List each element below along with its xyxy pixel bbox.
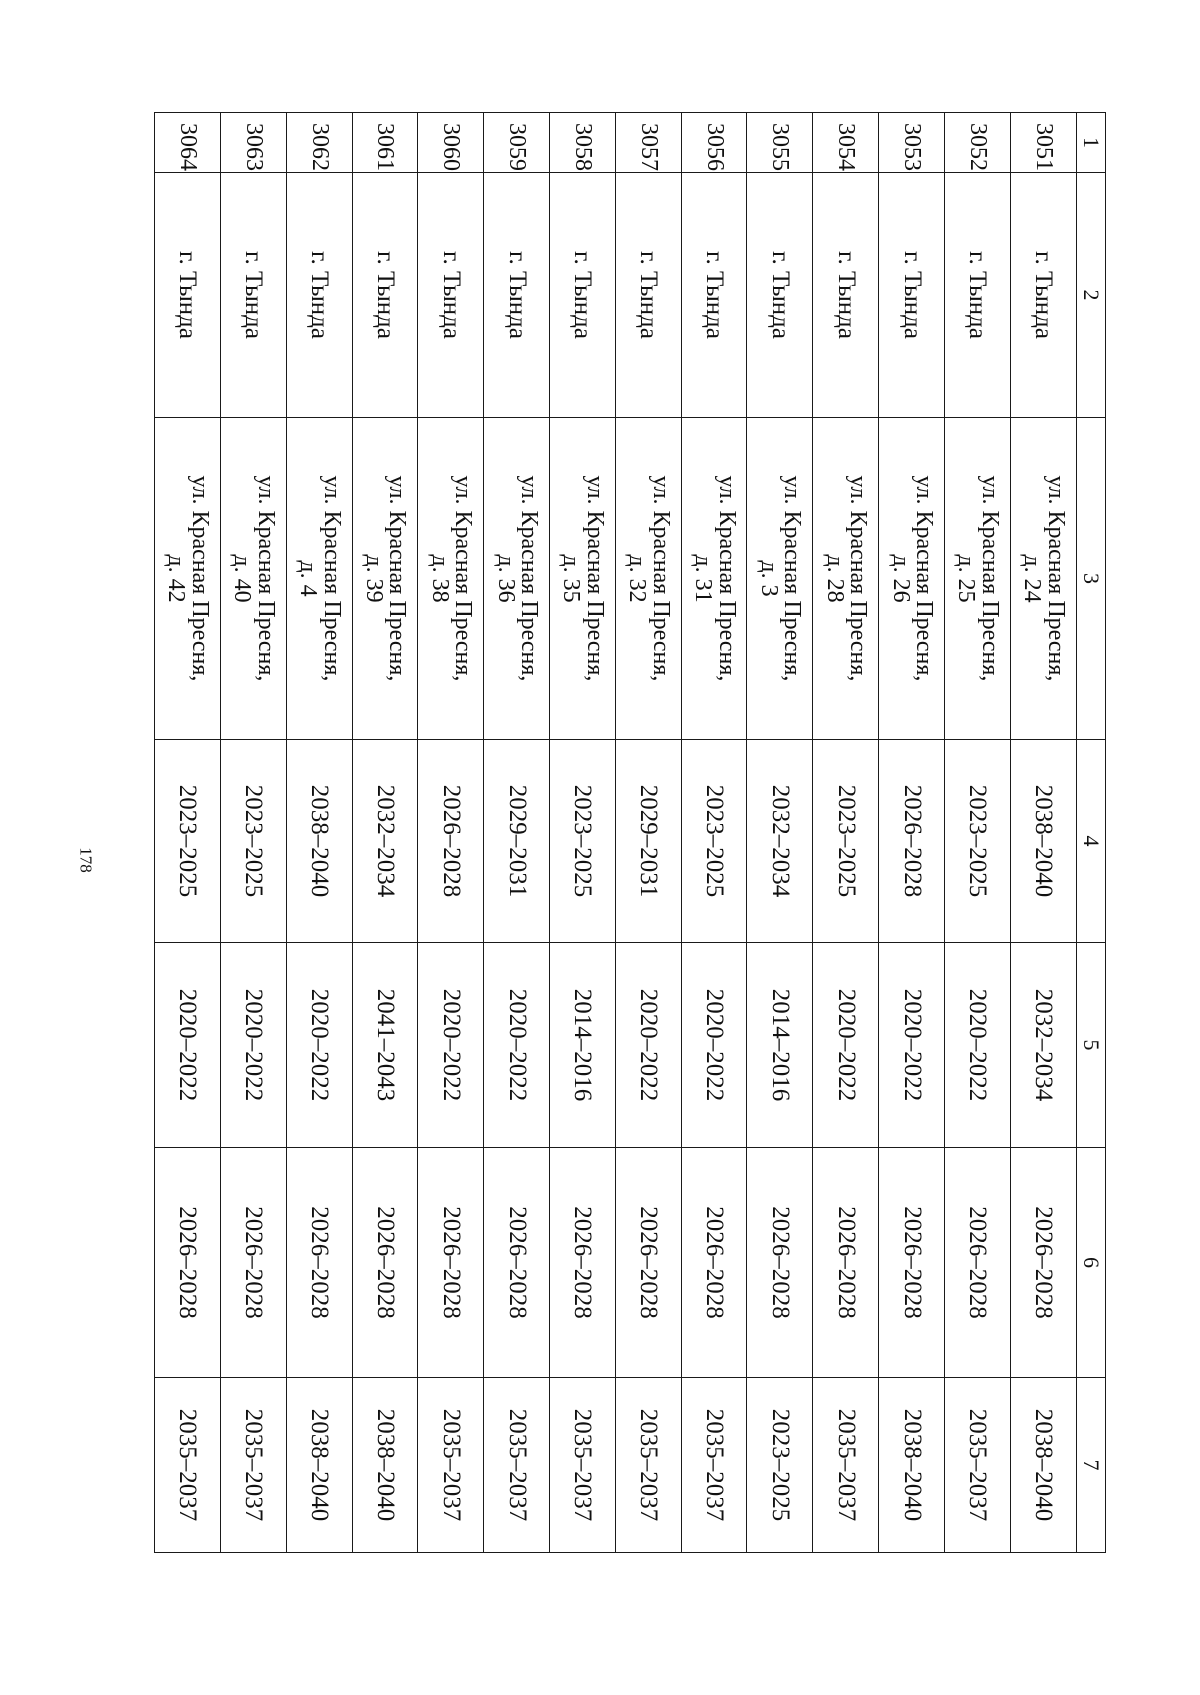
address-street: ул. Красная Пресня, xyxy=(186,475,213,682)
cell-col5: 2020–2022 xyxy=(155,943,221,1148)
cell-col6: 2026–2028 xyxy=(879,1148,945,1378)
cell-col5: 2020–2022 xyxy=(813,943,879,1148)
cell-number: 3058 xyxy=(550,113,616,173)
address-house: д. 39 xyxy=(360,554,387,603)
table-row xyxy=(484,113,550,1553)
table-row xyxy=(944,113,1010,1553)
cell-col7: 2035–2037 xyxy=(681,1378,747,1553)
cell-address xyxy=(484,418,550,740)
cell-col6: 2026–2028 xyxy=(813,1148,879,1378)
cell-col7: 2035–2037 xyxy=(220,1378,286,1553)
cell-address xyxy=(1010,418,1076,740)
cell-number: 3062 xyxy=(286,113,352,173)
address-house: д. 42 xyxy=(163,554,190,603)
cell-address xyxy=(550,418,616,740)
cell-city: г. Тында xyxy=(747,173,813,418)
cell-col5: 2020–2022 xyxy=(944,943,1010,1148)
cell-col6: 2026–2028 xyxy=(615,1148,681,1378)
table-row xyxy=(1010,113,1076,1553)
table-row xyxy=(813,113,879,1553)
cell-col5: 2014–2016 xyxy=(747,943,813,1148)
address-house: д. 25 xyxy=(953,554,980,603)
cell-address xyxy=(944,418,1010,740)
address-street: ул. Красная Пресня, xyxy=(450,475,477,682)
table-body xyxy=(155,113,1106,1553)
cell-col5: 2014–2016 xyxy=(550,943,616,1148)
address-house: д. 36 xyxy=(492,554,519,603)
cell-col4: 2038–2040 xyxy=(1010,740,1076,943)
address-street: ул. Красная Пресня, xyxy=(845,475,872,682)
page-number: 178 xyxy=(76,847,96,873)
cell-col4: 2026–2028 xyxy=(879,740,945,943)
cell-col7: 2035–2037 xyxy=(944,1378,1010,1553)
cell-col4: 2023–2025 xyxy=(220,740,286,943)
cell-col5: 2020–2022 xyxy=(418,943,484,1148)
cell-number: 3063 xyxy=(220,113,286,173)
cell-col5: 2020–2022 xyxy=(615,943,681,1148)
cell-city: г. Тында xyxy=(418,173,484,418)
cell-city: г. Тында xyxy=(286,173,352,418)
cell-address xyxy=(418,418,484,740)
table-row xyxy=(681,113,747,1553)
cell-address xyxy=(681,418,747,740)
cell-col5: 2020–2022 xyxy=(220,943,286,1148)
cell-number: 3057 xyxy=(615,113,681,173)
cell-col7: 2038–2040 xyxy=(286,1378,352,1553)
cell-col7: 2035–2037 xyxy=(813,1378,879,1553)
address-house: д. 31 xyxy=(690,554,717,603)
cell-col6: 2026–2028 xyxy=(681,1148,747,1378)
address-street: ул. Красная Пресня, xyxy=(779,475,806,682)
address-street: ул. Красная Пресня, xyxy=(647,475,674,682)
cell-col4: 2023–2025 xyxy=(944,740,1010,943)
cell-col4: 2032–2034 xyxy=(352,740,418,943)
cell-address xyxy=(286,418,352,740)
cell-col6: 2026–2028 xyxy=(286,1148,352,1378)
cell-city: г. Тында xyxy=(550,173,616,418)
table-row xyxy=(286,113,352,1553)
address-house: д. 3 xyxy=(755,560,782,597)
cell-col5: 2041–2043 xyxy=(352,943,418,1148)
address-house: д. 38 xyxy=(426,554,453,603)
cell-number: 3060 xyxy=(418,113,484,173)
cell-col6: 2026–2028 xyxy=(747,1148,813,1378)
cell-number: 3053 xyxy=(879,113,945,173)
cell-col6: 2026–2028 xyxy=(550,1148,616,1378)
data-table xyxy=(154,112,1106,1553)
table-row xyxy=(550,113,616,1553)
cell-col7: 2035–2037 xyxy=(615,1378,681,1553)
address-house: д. 35 xyxy=(558,554,585,603)
cell-col5: 2020–2022 xyxy=(286,943,352,1148)
cell-address xyxy=(747,418,813,740)
rotated-table-wrapper xyxy=(154,112,1106,1552)
address-street: ул. Красная Пресня, xyxy=(581,475,608,682)
table-row xyxy=(418,113,484,1553)
cell-number: 3054 xyxy=(813,113,879,173)
cell-city: г. Тында xyxy=(681,173,747,418)
cell-col7: 2038–2040 xyxy=(879,1378,945,1553)
address-street: ул. Красная Пресня, xyxy=(911,475,938,682)
cell-col6: 2026–2028 xyxy=(352,1148,418,1378)
table-row xyxy=(747,113,813,1553)
cell-city: г. Тында xyxy=(615,173,681,418)
header-cell-2: 2 xyxy=(1076,173,1105,418)
cell-col6: 2026–2028 xyxy=(944,1148,1010,1378)
cell-col6: 2026–2028 xyxy=(418,1148,484,1378)
cell-address xyxy=(879,418,945,740)
header-cell-7: 7 xyxy=(1076,1378,1105,1553)
address-street: ул. Красная Пресня, xyxy=(713,475,740,682)
cell-city: г. Тында xyxy=(813,173,879,418)
cell-col6: 2026–2028 xyxy=(155,1148,221,1378)
cell-col7: 2038–2040 xyxy=(1010,1378,1076,1553)
address-street: ул. Красная Пресня, xyxy=(516,475,543,682)
header-cell-5: 5 xyxy=(1076,943,1105,1148)
cell-col4: 2038–2040 xyxy=(286,740,352,943)
cell-col6: 2026–2028 xyxy=(220,1148,286,1378)
cell-address xyxy=(352,418,418,740)
cell-col4: 2023–2025 xyxy=(681,740,747,943)
cell-col4: 2023–2025 xyxy=(550,740,616,943)
cell-col7: 2035–2037 xyxy=(484,1378,550,1553)
header-cell-3: 3 xyxy=(1076,418,1105,740)
address-house: д. 4 xyxy=(295,560,322,597)
cell-city: г. Тында xyxy=(879,173,945,418)
cell-number: 3064 xyxy=(155,113,221,173)
address-street: ул. Красная Пресня, xyxy=(318,475,345,682)
cell-city: г. Тында xyxy=(944,173,1010,418)
cell-address xyxy=(155,418,221,740)
address-street: ул. Красная Пресня, xyxy=(1042,475,1069,682)
address-house: д. 40 xyxy=(229,554,256,603)
cell-col7: 2023–2025 xyxy=(747,1378,813,1553)
cell-col4: 2026–2028 xyxy=(418,740,484,943)
cell-col7: 2035–2037 xyxy=(550,1378,616,1553)
cell-col4: 2032–2034 xyxy=(747,740,813,943)
address-house: д. 32 xyxy=(624,554,651,603)
cell-col7: 2035–2037 xyxy=(155,1378,221,1553)
cell-col4: 2029–2031 xyxy=(484,740,550,943)
cell-col6: 2026–2028 xyxy=(1010,1148,1076,1378)
cell-col5: 2020–2022 xyxy=(484,943,550,1148)
cell-col5: 2032–2034 xyxy=(1010,943,1076,1148)
cell-number: 3055 xyxy=(747,113,813,173)
cell-address xyxy=(220,418,286,740)
address-house: д. 26 xyxy=(887,554,914,603)
cell-col5: 2020–2022 xyxy=(879,943,945,1148)
address-street: ул. Красная Пресня, xyxy=(252,475,279,682)
cell-number: 3052 xyxy=(944,113,1010,173)
cell-col4: 2029–2031 xyxy=(615,740,681,943)
cell-city: г. Тында xyxy=(352,173,418,418)
cell-city: г. Тында xyxy=(220,173,286,418)
address-house: д. 24 xyxy=(1019,554,1046,603)
table-header-row xyxy=(1076,113,1105,1553)
cell-city: г. Тында xyxy=(484,173,550,418)
table-row xyxy=(220,113,286,1553)
header-cell-6: 6 xyxy=(1076,1148,1105,1378)
cell-city: г. Тында xyxy=(155,173,221,418)
cell-col4: 2023–2025 xyxy=(155,740,221,943)
cell-col7: 2035–2037 xyxy=(418,1378,484,1553)
address-house: д. 28 xyxy=(821,554,848,603)
cell-number: 3056 xyxy=(681,113,747,173)
table-row xyxy=(879,113,945,1553)
table-row xyxy=(155,113,221,1553)
cell-number: 3061 xyxy=(352,113,418,173)
cell-address xyxy=(813,418,879,740)
table-row xyxy=(615,113,681,1553)
cell-number: 3051 xyxy=(1010,113,1076,173)
cell-col7: 2038–2040 xyxy=(352,1378,418,1553)
cell-col4: 2023–2025 xyxy=(813,740,879,943)
cell-col5: 2020–2022 xyxy=(681,943,747,1148)
header-cell-4: 4 xyxy=(1076,740,1105,943)
cell-city: г. Тында xyxy=(1010,173,1076,418)
cell-number: 3059 xyxy=(484,113,550,173)
cell-address xyxy=(615,418,681,740)
header-cell-1: 1 xyxy=(1076,113,1105,173)
address-street: ул. Красная Пресня, xyxy=(976,475,1003,682)
cell-col6: 2026–2028 xyxy=(484,1148,550,1378)
table-row xyxy=(352,113,418,1553)
address-street: ул. Красная Пресня, xyxy=(384,475,411,682)
